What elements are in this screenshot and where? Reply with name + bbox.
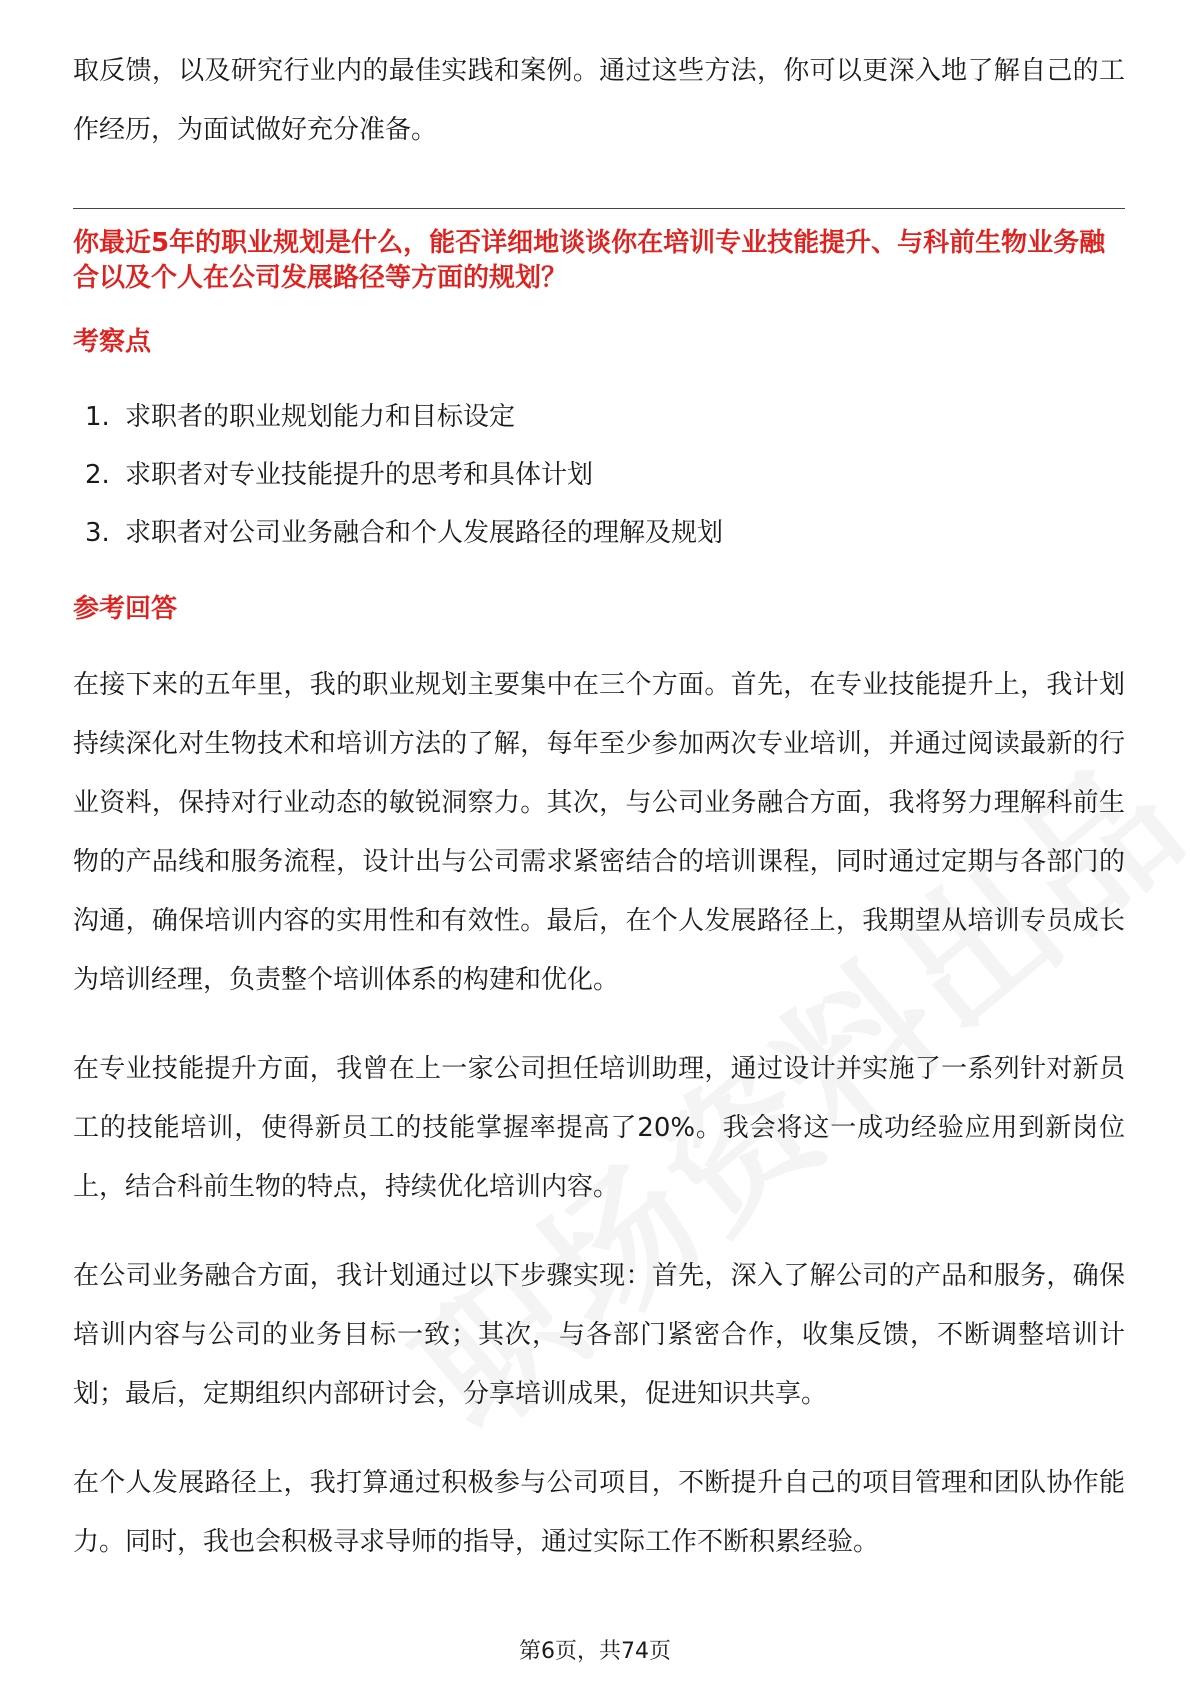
list-item-number: 1. (85, 402, 110, 432)
list-item-text: 求职者的职业规划能力和目标设定 (125, 402, 516, 432)
section-divider (73, 208, 1125, 209)
list-item (85, 446, 723, 504)
list-item-text: 求职者对公司业务融合和个人发展路径的理解及规划 (125, 518, 724, 548)
list-item (85, 504, 723, 562)
answer-paragraph: 在个人发展路径上，我打算通过积极参与公司项目，不断提升自己的项目管理和团队协作能力。同时，我也会积极寻求导师的指导，通过实际工作不断积累经验。 (73, 1468, 1125, 1557)
reference-heading: 参考回答 (73, 594, 178, 624)
reference-answers (73, 656, 1125, 1602)
assessment-points (85, 388, 723, 562)
answer-paragraph: 在公司业务融合方面，我计划通过以下步骤实现：首先，深入了解公司的产品和服务，确保培训内容与公司的业务目标一致；其次，与各部门紧密合作，收集反馈，不断调整培训计划；最后，定期组织内部研讨会，分享培训成果，促进知识共享。 (73, 1261, 1125, 1409)
list-item (85, 388, 723, 446)
page-number: 第6页，共74页 (519, 1639, 671, 1664)
answer-paragraph: 在接下来的五年里，我的职业规划主要集中在三个方面。首先，在专业技能提升上，我计划持续深化对生物技术和培训方法的了解，每年至少参加两次专业培训，并通过阅读最新的行业资料，保持对行业动态的敏锐洞察力。其次，与公司业务融合方面，我将努力理解科前生物的产品线和服务流程，设计出与公司需求紧密结合的培训课程，同时通过定期与各部门的沟通，确保培训内容的实用性和有效性。最后，在个人发展路径上，我期望从培训专员成长为培训经理，负责整个培训体系的构建和优化。 (73, 670, 1125, 995)
list-item-text: 求职者对专业技能提升的思考和具体计划 (125, 460, 594, 490)
assessment-heading: 考察点 (73, 327, 152, 357)
list-item-number: 2. (85, 460, 110, 490)
list-item-number: 3. (85, 518, 110, 548)
intro-paragraph: 取反馈，以及研究行业内的最佳实践和案例。通过这些方法，你可以更深入地了解自己的工作经历，为面试做好充分准备。 (73, 56, 1125, 145)
question-title: 你最近5年的职业规划是什么，能否详细地谈谈你在培训专业技能提升、与科前生物业务融合以及个人在公司发展路径等方面的规划？ (73, 228, 1106, 293)
answer-paragraph: 在专业技能提升方面，我曾在上一家公司担任培训助理，通过设计并实施了一系列针对新员工的技能培训，使得新员工的技能掌握率提高了20%。我会将这一成功经验应用到新岗位上，结合科前生物的特点，持续优化培训内容。 (73, 1054, 1125, 1202)
